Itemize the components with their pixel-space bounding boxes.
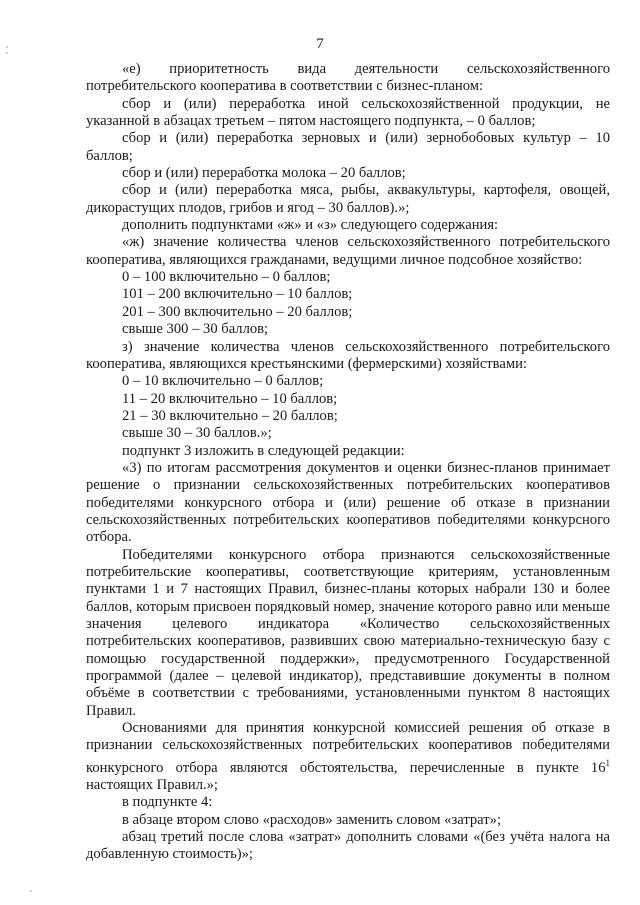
paragraph: сбор и (или) переработка иной сельскохозяйственной продукции, не указанной в абзацах третьем – пятом настоящего подпункта, – 0 баллов;	[86, 95, 610, 130]
paragraph: «е) приоритетность вида деятельности сельскохозяйственного потребительского кооператива в соответствии с бизнес-планом:	[86, 61, 610, 95]
list-item: свыше 30 – 30 баллов.»;	[122, 425, 272, 442]
paragraph: подпункт 3 изложить в следующей редакции:	[122, 442, 405, 459]
paragraph: в подпункте 4:	[122, 794, 213, 811]
paragraph: Победителями конкурсного отбора признаются сельскохозяйственные потребительские кооперативы, соответствующие критериям, установленным пунктами 1 и 7 настоящих Правил, бизнес-планы которых набрали 130 и более баллов, которым присвоен порядковый номер, значение которого равно или меньше значения целевого индикатора «Количество сельскохозяйственных потребительских кооперативов, развивших свою материально-техническую базу с помощью государственной поддержки», предусмотренного Государственной программой (далее – целевой индикатор), представившие документы в полном объёме в соответствии с требованиями, установленными пунктом 8 настоящих Правил.	[86, 546, 610, 719]
page-number: 7	[316, 36, 324, 52]
scan-mark	[6, 46, 8, 48]
paragraph: сбор и (или) переработка молока – 20 баллов;	[122, 165, 406, 182]
list-item: 11 – 20 включительно – 10 баллов;	[122, 390, 338, 407]
list-item: 201 – 300 включительно – 20 баллов;	[122, 303, 353, 320]
list-item: 101 – 200 включительно – 10 баллов;	[122, 286, 353, 303]
paragraph: сбор и (или) переработка мяса, рыбы, аквакультуры, картофеля, овощей, дикорастущих плодов, грибов и ягод – 30 баллов).»;	[86, 182, 610, 216]
document-body	[86, 61, 610, 864]
paragraph-text: Основаниями для принятия конкурсной комиссией решения об отказе в признании сельскохозяйственных потребительских кооперативов победителями конкурсного отбора являются обстоятельства, перечисленные в пункте 16	[86, 720, 610, 776]
scan-mark	[30, 890, 32, 892]
paragraph	[86, 720, 610, 794]
list-item: 0 – 100 включительно – 0 баллов;	[122, 269, 331, 286]
paragraph: з) значение количества членов сельскохозяйственного потребительского кооператива, являющихся крестьянскими (фермерскими) хозяйствами:	[86, 338, 610, 372]
paragraph: «ж) значение количества членов сельскохозяйственного потребительского кооператива, являющихся гражданами, ведущими личное подсобное хозяйство:	[86, 234, 610, 268]
list-item: 0 – 10 включительно – 0 баллов;	[122, 373, 324, 390]
scan-mark	[6, 52, 8, 54]
paragraph: абзац третий после слова «затрат» дополнить словами «(без учёта налога на добавленную стоимость)»;	[86, 828, 610, 863]
paragraph: дополнить подпунктами «ж» и «з» следующего содержания:	[122, 217, 499, 234]
paragraph-text: настоящих Правил.»;	[86, 776, 218, 793]
list-item: свыше 300 – 30 баллов;	[122, 321, 269, 338]
paragraph: «3) по итогам рассмотрения документов и оценки бизнес-планов принимает решение о признании сельскохозяйственных потребительских кооперативов победителями конкурсного отбора и (или) решение об отказе в признании сельскохозяйственных потребительских кооперативов победителями конкурсного отбора.	[86, 459, 610, 546]
superscript: 1	[605, 757, 610, 768]
paragraph: сбор и (или) переработка зерновых и (или) зернобобовых культур – 10 баллов;	[86, 130, 610, 164]
list-item: 21 – 30 включительно – 20 баллов;	[122, 407, 338, 424]
paragraph: в абзаце втором слово «расходов» заменить словом «затрат»;	[122, 811, 502, 828]
